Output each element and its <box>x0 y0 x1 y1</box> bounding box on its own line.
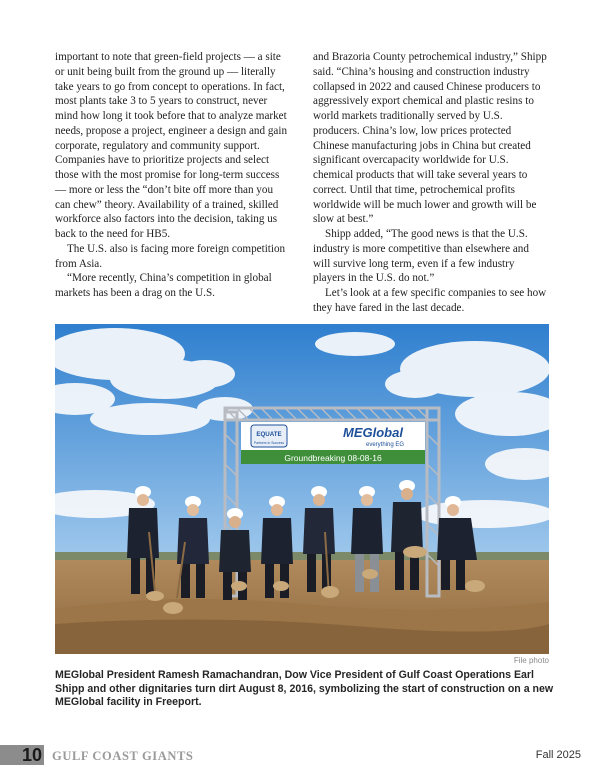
event-banner <box>241 422 425 464</box>
section-title: GULF COAST GIANTS <box>52 749 194 763</box>
banner-event-text: Groundbreaking 08-08-16 <box>284 453 382 463</box>
paragraph: The U.S. also is facing more foreign competition from Asia. <box>55 242 286 270</box>
meglobal-logo-text: MEGlobal <box>343 425 403 440</box>
photo-illustration <box>55 324 549 654</box>
equate-logo-subtext: Partners in Success <box>253 441 285 445</box>
groundbreaking-photo <box>55 324 549 654</box>
paragraph: “More recently, China’s competition in global markets has been a drag on the U.S. <box>55 272 272 299</box>
paragraph: important to note that green-field projects — a site or unit being built from the ground up — literally take years to go from concept to operations. In fact, most plants take 3 to 5 years to construct, never mind how long it took before that to analyze market needs, propose a project, engineer a design and gain corporate, regulatory and community support. Companies have to prioritize projects and select those with the most promise for long-term success — more or less the “don’t bite off more than you can chew” theory. Availability of a trained, skilled workforce also factors into the decision, taking us back to the need for HB5. <box>55 51 288 240</box>
banner-tagline: everything EG <box>365 442 405 448</box>
page-number: 10 <box>0 745 44 765</box>
paragraph: Let’s look at a few specific companies to see how they have fared in the last decade. <box>313 287 547 314</box>
photo-caption: MEGlobal President Ramesh Ramachandran, Dow Vice President of Gulf Coast Operations Earl Shipp and other dignitaries turn dirt August 8, 2016, symbolizing the start of construction on a new MEGlobal facility in Freeport. <box>55 669 554 708</box>
equate-logo-text: EQUATE <box>256 431 282 438</box>
issue-label: Fall 2025 <box>535 749 581 761</box>
photo-credit: File photo <box>513 656 549 665</box>
paragraph: and Brazoria County petrochemical industry,” Shipp said. “China’s housing and construction industry collapsed in 2022 and caused Chinese producers to aggressively export chemical and plastic resins to world markets traditionally served by U.S. producers. China’s low, low prices protected Chinese manufacturing jobs in China but created significant overcapacity worldwide for U.S. chemical products that will take several years to correct. Until that time, petrochemical profits worldwide will be much lower and growth will be slow at best.” <box>313 51 547 226</box>
article-column-left <box>55 50 291 301</box>
paragraph: Shipp added, “The good news is that the U.S. industry is more competitive than elsewhere and will survive long term, even if a few industry players in the U.S. do not.” <box>313 228 529 285</box>
article-column-right <box>313 50 549 316</box>
